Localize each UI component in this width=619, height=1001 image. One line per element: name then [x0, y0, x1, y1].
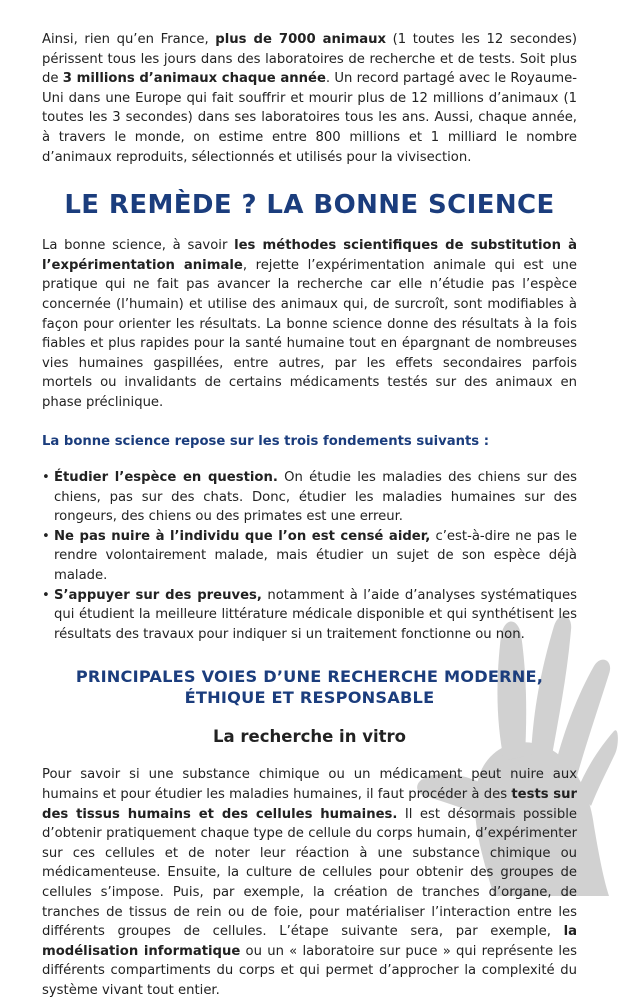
bullet-icon: • — [42, 528, 50, 544]
list-item: • S’appuyer sur des preuves, notamment à l’aide d’analyses systématiques qui étudient la meilleure littérature médicale disponible et qui synthétisent les résultats des travaux pour indiquer si un traitement fonctionne ou non. — [42, 587, 577, 642]
bullet-icon: • — [42, 470, 50, 486]
intro-paragraph: Ainsi, rien qu’en France, plus de 7000 animaux (1 toutes les 12 secondes) périssent tous les jours dans des laboratoires de recherche et de tests. Soit plus de 3 millions d’animaux chaque année. Un record partagé avec le Royaume-Uni dans une Europe qui fait souffrir et mourir plus de 12 millions d’animaux (1 toutes les 3 secondes) dans ses laboratoires tous les ans. Aussi, chaque année, à travers le monde, on estime entre 800 millions et 1 milliard le nombre d’animaux reproduits, sélectionnés et utilisés pour la vivisection. — [42, 32, 578, 165]
page-content — [42, 30, 577, 1001]
bullet-icon: • — [42, 587, 50, 603]
remedy-heading: LE REMÈDE ? LA BONNE SCIENCE — [64, 190, 555, 221]
list-item: • Ne pas nuire à l’individu que l’on est censé aider, c’est-à-dire ne pas le rendre volontairement malade, mais étudier un sujet de son espèce déjà malade. — [42, 528, 577, 584]
remedy-paragraph: La bonne science, à savoir les méthodes scientifiques de substitution à l’expérimentation animale, rejette l’expérimentation animale qui est une pratique qui ne fait pas avancer la recherche car elle n’étudie pas l’espèce concernée (l’humain) et utilise des animaux qui, de surcroît, sont modifiables à façon pour orienter les résultats. La bonne science donne des résultats à la fois fiables et plus rapides pour la santé humaine tout en épargnant de nombreuses vies humaines gaspillées, entre autres, par les effets secondaires parfois mortels ou invalidants de certains médicaments testés sur des animaux en phase préclinique. — [42, 238, 577, 410]
in-vitro-paragraph: Pour savoir si une substance chimique ou un médicament peut nuire aux humains et pour étudier les maladies humaines, il faut procéder à des tests sur des tissus humains et des cellules humaines. Il est désormais possible d’obtenir pratiquement chaque type de cellule du corps humain, d’expérimenter sur ces cellules et de noter leur réaction à une substance chimique ou médicamenteuse. Ensuite, la culture de cellules pour obtenir des groupes de cellules s’impose. Puis, par exemple, la création de tranches d’organe, de tranches de tissus de rein ou de foie, pour matérialiser l’interaction entre les différents groupes de cellules. L’étape suivante sera, par exemple, la modélisation informatique ou un « laboratoire sur puce » qui représente les différents compartiments du corps et qui permet d’approcher la complexité du système vivant tout entier. — [42, 767, 577, 998]
foundations-list — [42, 468, 577, 644]
list-item: • Étudier l’espèce en question. On étudie les maladies des chiens sur des chiens, pas sur des chats. Donc, étudier les maladies humaines sur des rongeurs, des chiens ou des primates est une erreur. — [42, 470, 577, 525]
modern-research-heading: PRINCIPALES VOIES D’UNE RECHERCHE MODERNE, ÉTHIQUE ET RESPONSABLE — [75, 667, 544, 708]
foundations-subheading: La bonne science repose sur les trois fondements suivants : — [42, 433, 490, 449]
in-vitro-subheading: La recherche in vitro — [213, 727, 406, 747]
